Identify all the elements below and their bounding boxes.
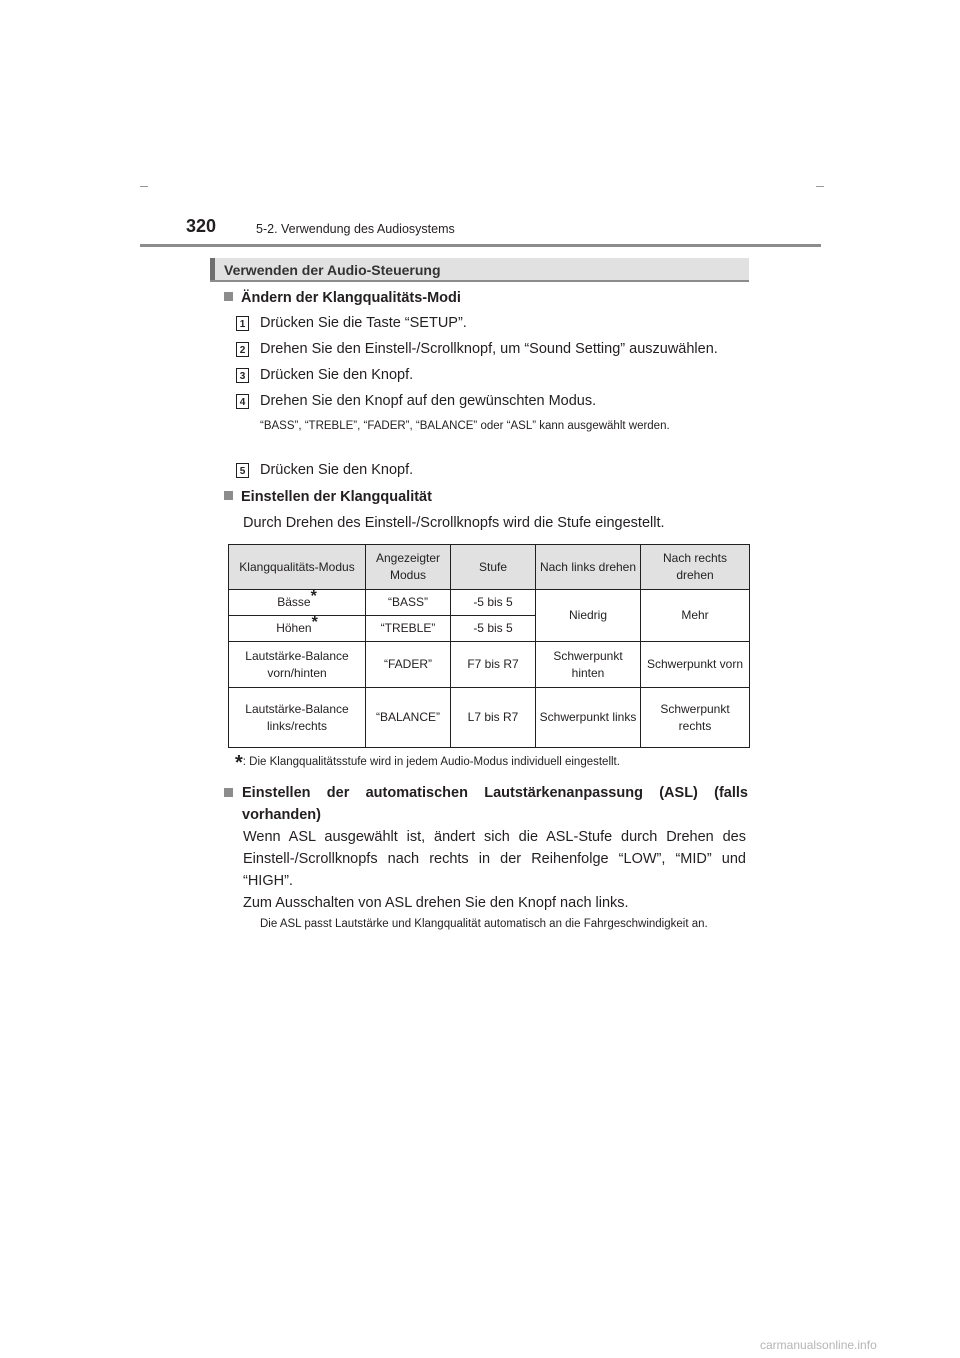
table-cell: -5 bis 5 xyxy=(451,616,536,642)
footnote: *: Die Klangqualitätsstufe wird in jedem Audio-Modus individuell eingestellt. xyxy=(235,752,620,774)
table-header: Nach rechts drehen xyxy=(641,545,750,590)
table-cell: Höhen* xyxy=(229,616,366,642)
step-number: 2 xyxy=(236,342,249,357)
step-note: “BASS”, “TREBLE”, “FADER”, “BALANCE” oder “ASL” kann ausgewählt werden. xyxy=(260,420,670,432)
square-bullet-icon xyxy=(224,491,233,500)
table-header: Angezeigter Modus xyxy=(366,545,451,590)
step-number: 5 xyxy=(236,463,249,478)
sound-settings-table xyxy=(228,544,750,748)
table-cell: Lautstärke-Balance links/rechts xyxy=(229,688,366,748)
table-cell: Niedrig xyxy=(536,590,641,642)
table-row xyxy=(229,590,750,616)
table-cell: F7 bis R7 xyxy=(451,642,536,688)
table-header: Stufe xyxy=(451,545,536,590)
table-header-row xyxy=(229,545,750,590)
asl-text-2: Zum Ausschalten von ASL drehen Sie den Knopf nach links. xyxy=(243,895,629,911)
step-number: 1 xyxy=(236,316,249,331)
page-number: 320 xyxy=(186,216,217,236)
crop-mark-right xyxy=(816,186,824,187)
chapter-title: 5-2. Verwendung des Audiosystems xyxy=(256,222,455,236)
square-bullet-icon xyxy=(224,292,233,301)
subheading-asl: Einstellen der automatischen Lautstärkenanpassung (ASL) (falls vorhanden) xyxy=(224,782,748,826)
square-bullet-icon xyxy=(224,788,233,797)
watermark: carmanualsonline.info xyxy=(760,1338,877,1352)
table-cell: Lautstärke-Balance vorn/hinten xyxy=(229,642,366,688)
asl-note: Die ASL passt Lautstärke und Klangqualität automatisch an die Fahrgeschwindigkeit an. xyxy=(260,918,708,930)
table-header: Klangqualitäts-Modus xyxy=(229,545,366,590)
step-number: 3 xyxy=(236,368,249,383)
table-cell: “FADER” xyxy=(366,642,451,688)
table-cell: Schwerpunkt rechts xyxy=(641,688,750,748)
step-text: Drehen Sie den Knopf auf den gewünschten Modus. xyxy=(260,393,597,409)
section-bar xyxy=(210,258,749,282)
table-cell: “BALANCE” xyxy=(366,688,451,748)
footnote-asterisk: * xyxy=(235,752,243,774)
asterisk-mark: * xyxy=(311,614,318,631)
table-row xyxy=(229,688,750,748)
table-cell: “TREBLE” xyxy=(366,616,451,642)
table-cell: Mehr xyxy=(641,590,750,642)
step-text: Drücken Sie den Knopf. xyxy=(260,367,414,383)
step-text: Drücken Sie die Taste “SETUP”. xyxy=(260,315,467,331)
table-cell: Schwerpunkt hinten xyxy=(536,642,641,688)
header-rule xyxy=(140,244,821,247)
table-cell: L7 bis R7 xyxy=(451,688,536,748)
table-cell: -5 bis 5 xyxy=(451,590,536,616)
crop-mark-left xyxy=(140,186,148,187)
step-number: 4 xyxy=(236,394,249,409)
asterisk-mark: * xyxy=(310,588,317,605)
table-cell: Bässe* xyxy=(229,590,366,616)
step-text: Drehen Sie den Einstell-/Scrollknopf, um “Sound Setting” auszuwählen. xyxy=(260,341,718,357)
asl-text-1: Wenn ASL ausgewählt ist, ändert sich die ASL-Stufe durch Drehen des Einstell-/Scrollknopfs nach rechts in der Reihenfolge “LOW”, “MID” und “HIGH”. xyxy=(243,829,746,889)
table-cell: “BASS” xyxy=(366,590,451,616)
klangqualitaet-text: Durch Drehen des Einstell-/Scrollknopfs wird die Stufe eingestellt. xyxy=(243,515,665,531)
table-cell: Schwerpunkt vorn xyxy=(641,642,750,688)
table-cell: Schwerpunkt links xyxy=(536,688,641,748)
subheading-klangqualitaet: Einstellen der Klangqualität xyxy=(224,489,432,505)
step-text: Drücken Sie den Knopf. xyxy=(260,462,414,478)
subheading-klangqualitaets-modi: Ändern der Klangqualitäts-Modi xyxy=(224,290,461,306)
section-accent xyxy=(210,258,215,280)
table-header: Nach links drehen xyxy=(536,545,641,590)
table-row xyxy=(229,642,750,688)
section-title: Verwenden der Audio-Steuerung xyxy=(224,262,441,278)
